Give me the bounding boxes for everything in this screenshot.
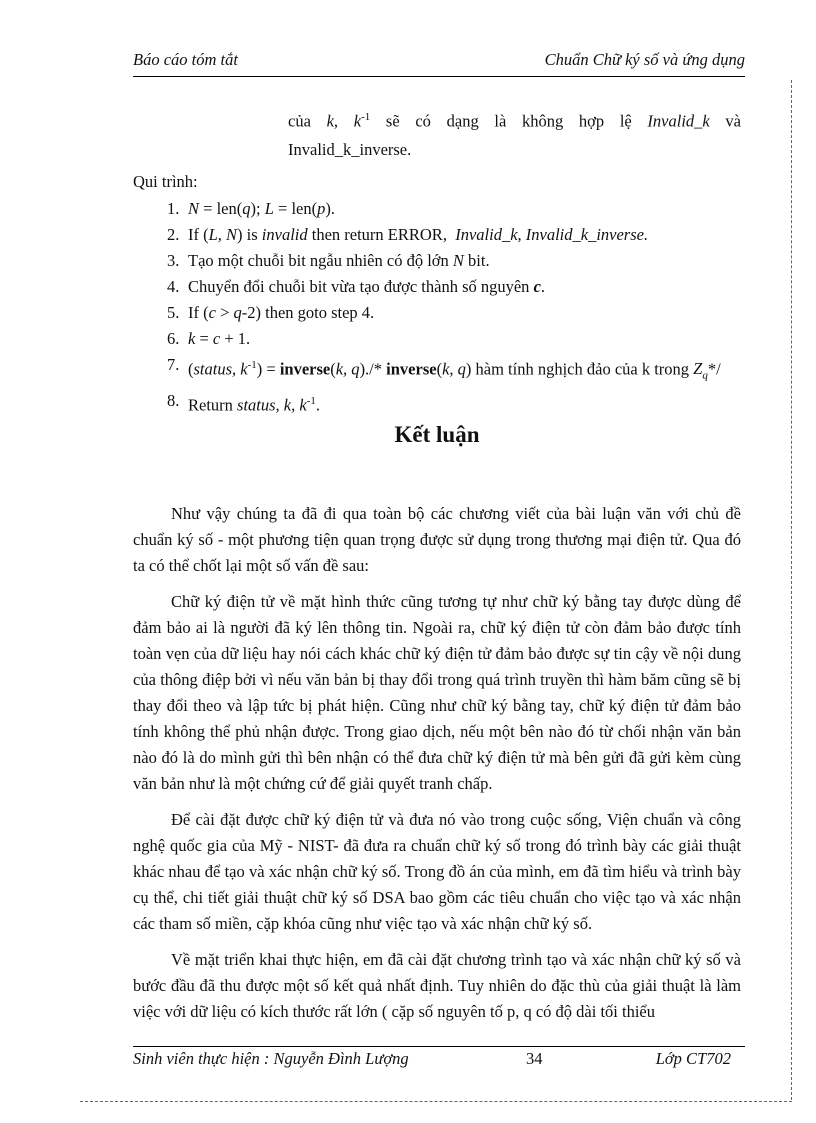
header-left: Báo cáo tóm tắt [133,50,238,69]
step-number: 5. [167,302,180,322]
step-number: 7. [167,354,180,374]
procedure-step: 8. Return status, k, $k^{-1}$. [133,388,741,419]
procedure-step: 4. Chuyển đổi chuỗi bit vừa tạo được thành số nguyên c. [133,274,741,300]
procedure-step: 7. (status, $k^{-1}$) = inverse(k, q)./* inverse(k, q) hàm tính nghịch đảo của k trong $Z_q*/$ [133,352,741,389]
conclusion-paragraph: Về mặt triển khai thực hiện, em đã cài đặt chương trình tạo và xác nhận chữ ký số và bước đầu đã thu được một số kết quả nhất định. Tuy nhiên do đặc thù của giải thuật là làm việc với dữ liệu có kích thước rất lớn ( cặp số nguyên tố p, q có độ dài tối thiểu [133,949,741,1021]
page-shadow-right [791,80,793,1100]
footer-rule [133,1046,745,1047]
procedure-step: 1. N = len(q); L = len(p). [133,196,741,222]
conclusion-paragraph: Để cài đặt được chữ ký điện tử và đưa nó vào trong cuộc sống, Viện chuẩn và công nghệ quốc gia của Mỹ - NIST- đã đưa ra chuẩn chữ ký số trong đó trình bày các giải thuật khác nhau để tạo và xác nhận chữ ký số. Trong đồ án của mình, em đã tìm hiểu và trình bày cụ thể, chi tiết giải thuật chữ ký số DSA bao gồm các tiêu chuẩn cho việc tạo và xác nhận các tham số miền, cặp khóa cũng như việc tạo và xác nhận chữ ký số. [133,809,741,933]
spacer [133,471,741,501]
step-number: 8. [167,391,180,411]
header-right: Chuẩn Chữ ký số và ứng dụng [544,50,745,69]
step-number: 2. [167,224,180,244]
step-number: 6. [167,328,180,348]
procedure-steps [133,196,741,419]
step-number: 4. [167,276,180,296]
procedure-step: 3. Tạo một chuỗi bit ngẫu nhiên có độ lớn N bit. [133,248,741,274]
procedure-step: 6. k = c + 1. [133,326,741,352]
procedure-step: 2. If (L, N) is invalid then return ERROR, Invalid_k, Invalid_k_inverse. [133,222,741,248]
step-number: 1. [167,198,180,218]
conclusion-paragraph: Chữ ký điện tử về mặt hình thức cũng tương tự như chữ ký bằng tay được dùng để đảm bảo ai là người đã ký lên thông tin. Ngoài ra, chữ ký điện tử còn đảm bảo được tính toàn vẹn của dữ liệu hay nói cách khác chữ ký điện tử đảm bảo được sự tin cậy về nội dung của thông điệp bởi vì nếu văn bản bị thay đổi trong quá trình truyền thì hàm băm cũng sẽ bị thay đổi theo và lập tức bị phát hiện. Cũng như chữ ký bằng tay, chữ ký điện tử đảm bảo tính không thể phủ nhận được. Trong giao dịch, nếu một bên nào đó từ chối nhận văn bản nào đó là do mình gửi thì bên nhận có thể đưa chữ ký điện tử mà bên gửi đã gửi kèm cùng văn bản như là một chứng cứ để giải quyết tranh chấp. [133,591,741,793]
procedure-label: Qui trình: [133,171,198,191]
continuation-line-2: Invalid_k_inverse. [288,139,412,159]
page-header [133,50,745,74]
footer-class: Lớp CT702 [655,1049,731,1068]
procedure-step: 5. If (c > q-2) then goto step 4. [133,300,741,326]
page-number: 34 [526,1049,543,1068]
step-number: 3. [167,250,180,270]
page-content [133,103,741,1035]
header-rule [133,76,745,77]
footer-author: Sinh viên thực hiện : Nguyễn Đình Lượng [133,1049,409,1068]
section-title: Kết luận [394,421,480,447]
continuation-paragraph [288,103,741,164]
page-shadow-bottom [80,1101,792,1103]
page-footer [133,1049,745,1073]
conclusion-paragraph: Như vậy chúng ta đã đi qua toàn bộ các chương viết của bài luận văn với chủ đề chuẩn ký số - một phương tiện quan trọng được sử dụng trong thương mại điện tử. Qua đó ta có thể chốt lại một số vấn đề sau: [133,503,741,575]
continuation-line-1: của k, $k^{-1}$ sẽ có dạng là không hợp lệ Invalid_k và [288,111,741,131]
